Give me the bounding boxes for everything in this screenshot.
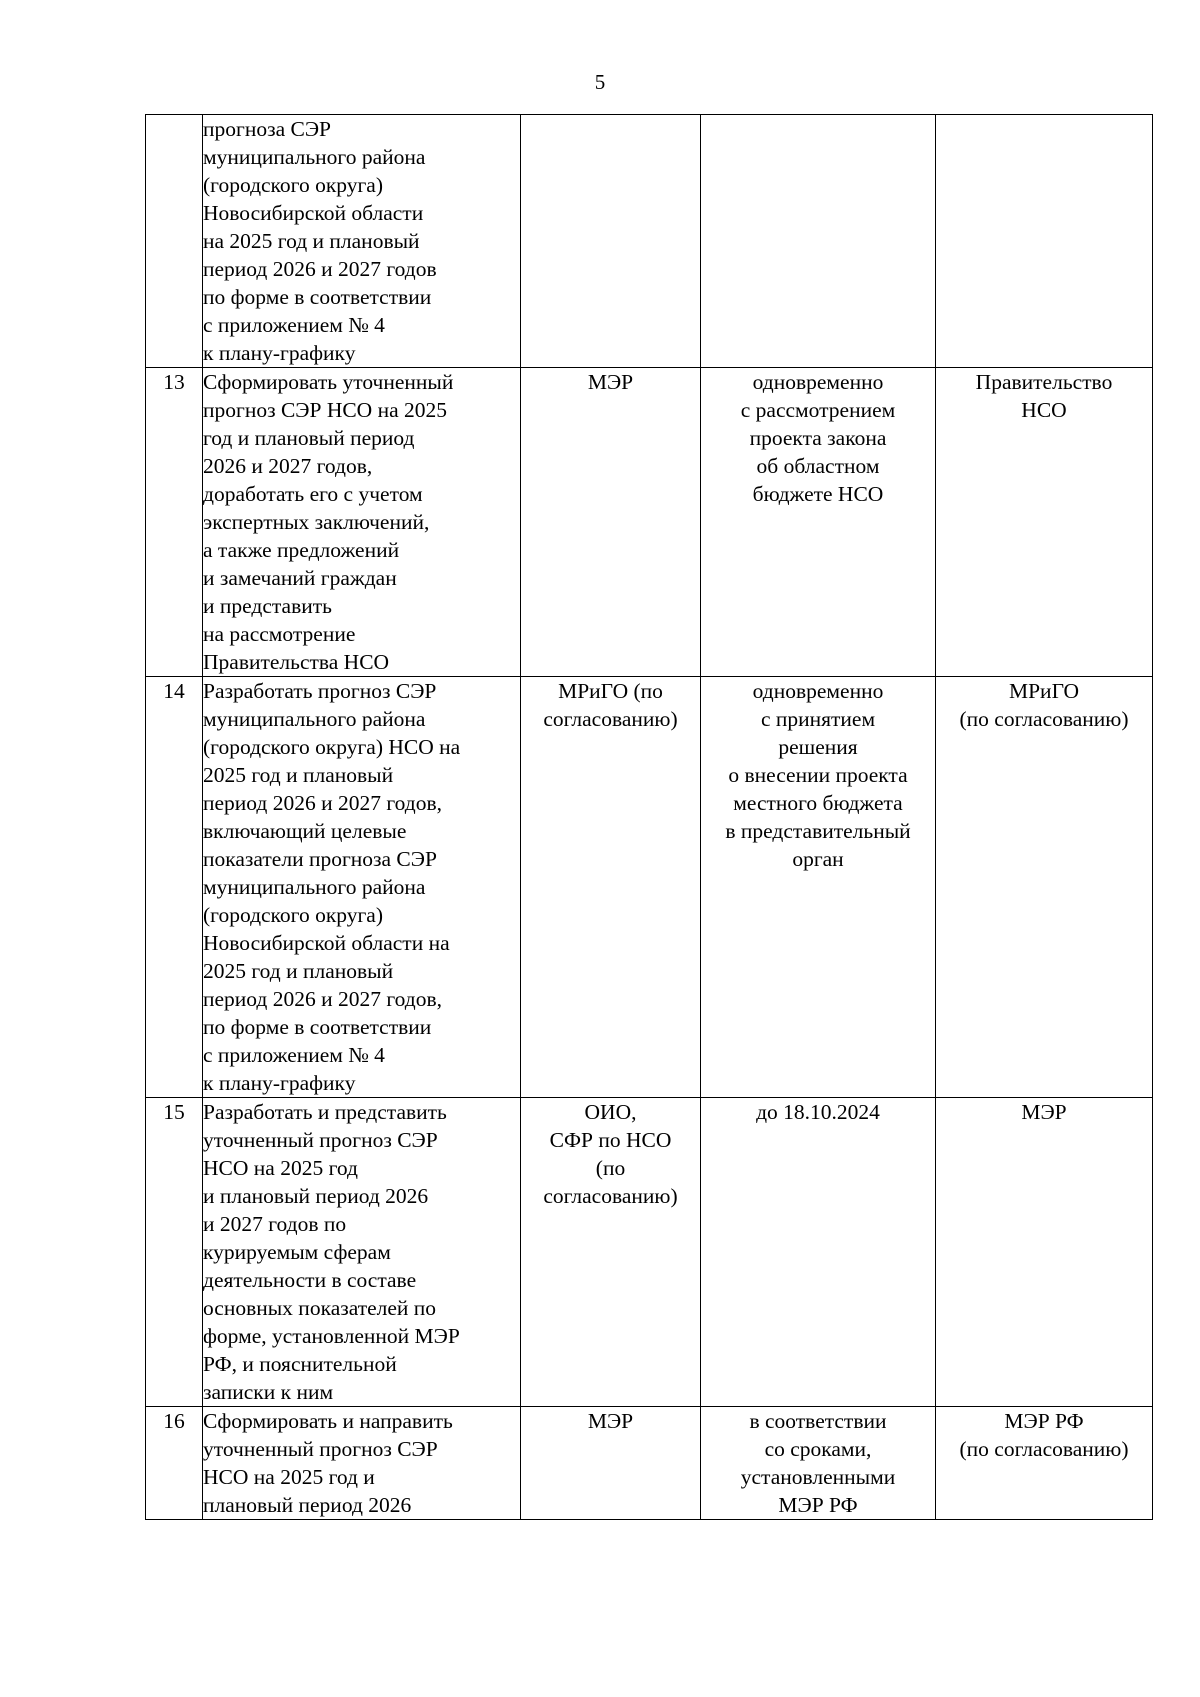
deadline-line: в представительный <box>725 819 911 843</box>
task-line: муниципального района <box>203 145 426 169</box>
task-line: Разработать прогноз СЭР <box>203 679 437 703</box>
deadline-line: об областном <box>756 454 880 478</box>
executor-line: МЭР <box>587 1409 634 1433</box>
deadline-cell <box>701 1407 936 1520</box>
recipient-cell <box>936 677 1153 1098</box>
recipient-cell <box>936 1098 1153 1407</box>
deadline-line: орган <box>792 847 844 871</box>
deadline-cell <box>701 677 936 1098</box>
row-number-cell <box>146 115 203 368</box>
deadline-line: МЭР РФ <box>778 1493 858 1517</box>
task-line: Правительства НСО <box>203 650 390 674</box>
deadline-line: со сроками, <box>764 1437 872 1461</box>
executor-line: МРиГО (по <box>558 679 663 703</box>
task-line: включающий целевые <box>203 819 407 843</box>
task-line: и замечаний граждан <box>203 566 397 590</box>
task-line: (городского округа) НСО на <box>203 735 461 759</box>
deadline-line: до 18.10.2024 <box>756 1100 880 1124</box>
table-row <box>146 115 1153 368</box>
row-number-cell: 16 <box>146 1407 203 1520</box>
task-line: прогноз СЭР НСО на 2025 <box>203 398 448 422</box>
table-row <box>146 368 1153 677</box>
executor-line: ОИО, <box>584 1100 637 1124</box>
task-line: и представить <box>203 594 332 618</box>
task-line: НСО на 2025 год <box>203 1156 358 1180</box>
deadline-line: местного бюджета <box>733 791 903 815</box>
recipient-line: Правительство <box>975 370 1113 394</box>
deadline-line: установленными <box>740 1465 896 1489</box>
deadline-cell <box>701 115 936 368</box>
task-line: Новосибирской области на <box>203 931 450 955</box>
task-line: записки к ним <box>203 1380 334 1404</box>
deadline-line: проекта закона <box>749 426 887 450</box>
task-line: Разработать и представить <box>203 1100 447 1124</box>
task-line: период 2026 и 2027 годов, <box>203 987 443 1011</box>
deadline-line: с принятием <box>760 707 876 731</box>
executor-line: (по <box>595 1156 626 1180</box>
recipient-cell <box>936 368 1153 677</box>
task-line: период 2026 и 2027 годов <box>203 257 437 281</box>
executor-cell <box>521 677 701 1098</box>
task-line: экспертных заключений, <box>203 510 430 534</box>
task-line: плановый период 2026 <box>203 1493 412 1517</box>
executor-cell <box>521 115 701 368</box>
task-line: с приложением № 4 <box>203 313 385 337</box>
executor-cell <box>521 368 701 677</box>
recipient-line: (по согласованию) <box>959 1437 1129 1461</box>
deadline-line: одновременно <box>752 370 884 394</box>
task-cell <box>203 368 521 677</box>
task-line: с приложением № 4 <box>203 1043 385 1067</box>
plan-schedule-table <box>145 114 1153 1520</box>
recipient-cell <box>936 115 1153 368</box>
task-line: форме, установленной МЭР <box>203 1324 460 1348</box>
task-line: 2026 и 2027 годов, <box>203 454 373 478</box>
task-line: год и плановый период <box>203 426 415 450</box>
deadline-line: одновременно <box>752 679 884 703</box>
task-line: Сформировать и направить <box>203 1409 453 1433</box>
task-line: Новосибирской области <box>203 201 424 225</box>
task-line: на рассмотрение <box>203 622 356 646</box>
recipient-line: МЭР РФ <box>1004 1409 1084 1433</box>
task-line: уточненный прогноз СЭР <box>203 1128 438 1152</box>
executor-line: согласованию) <box>543 707 678 731</box>
task-line: по форме в соответствии <box>203 1015 432 1039</box>
task-line: муниципального района <box>203 707 426 731</box>
table-row <box>146 1098 1153 1407</box>
task-line: уточненный прогноз СЭР <box>203 1437 438 1461</box>
task-line: показатели прогноза СЭР <box>203 847 437 871</box>
task-cell <box>203 115 521 368</box>
deadline-line: бюджете НСО <box>752 482 884 506</box>
deadline-cell <box>701 1098 936 1407</box>
executor-cell <box>521 1098 701 1407</box>
task-line: и плановый период 2026 <box>203 1184 429 1208</box>
plan-table-body <box>146 115 1153 1520</box>
page-number: 5 <box>594 70 606 94</box>
recipient-line: (по согласованию) <box>959 707 1129 731</box>
task-cell <box>203 1407 521 1520</box>
row-number-cell: 15 <box>146 1098 203 1407</box>
task-line: по форме в соответствии <box>203 285 432 309</box>
recipient-line: НСО <box>1021 398 1067 422</box>
deadline-line: в соответствии <box>749 1409 887 1433</box>
task-line: (городского округа) <box>203 173 383 197</box>
task-line: основных показателей по <box>203 1296 437 1320</box>
task-line: муниципального района <box>203 875 426 899</box>
table-row <box>146 1407 1153 1520</box>
task-cell <box>203 1098 521 1407</box>
deadline-cell <box>701 368 936 677</box>
deadline-line: о внесении проекта <box>728 763 908 787</box>
task-line: на 2025 год и плановый <box>203 229 420 253</box>
executor-cell <box>521 1407 701 1520</box>
task-line: РФ, и пояснительной <box>203 1352 397 1376</box>
task-line: к плану-графику <box>203 1071 356 1095</box>
row-number-cell: 14 <box>146 677 203 1098</box>
task-line: а также предложений <box>203 538 400 562</box>
task-line: прогноза СЭР <box>203 117 331 141</box>
task-line: и 2027 годов по <box>203 1212 347 1236</box>
task-line: доработать его с учетом <box>203 482 423 506</box>
task-line: период 2026 и 2027 годов, <box>203 791 443 815</box>
task-line: НСО на 2025 год и <box>203 1465 375 1489</box>
task-cell <box>203 677 521 1098</box>
executor-line: СФР по НСО <box>549 1128 672 1152</box>
recipient-line: МРиГО <box>1008 679 1079 703</box>
task-line: Сформировать уточненный <box>203 370 454 394</box>
executor-line: МЭР <box>587 370 634 394</box>
executor-line: согласованию) <box>543 1184 678 1208</box>
row-number-cell: 13 <box>146 368 203 677</box>
task-line: к плану-графику <box>203 341 356 365</box>
recipient-line: МЭР <box>1021 1100 1067 1124</box>
task-line: курируемым сферам <box>203 1240 391 1264</box>
table-row <box>146 677 1153 1098</box>
deadline-line: решения <box>778 735 858 759</box>
task-line: деятельности в составе <box>203 1268 417 1292</box>
recipient-cell <box>936 1407 1153 1520</box>
task-line: 2025 год и плановый <box>203 763 394 787</box>
task-line: (городского округа) <box>203 903 383 927</box>
deadline-line: с рассмотрением <box>740 398 896 422</box>
task-line: 2025 год и плановый <box>203 959 394 983</box>
